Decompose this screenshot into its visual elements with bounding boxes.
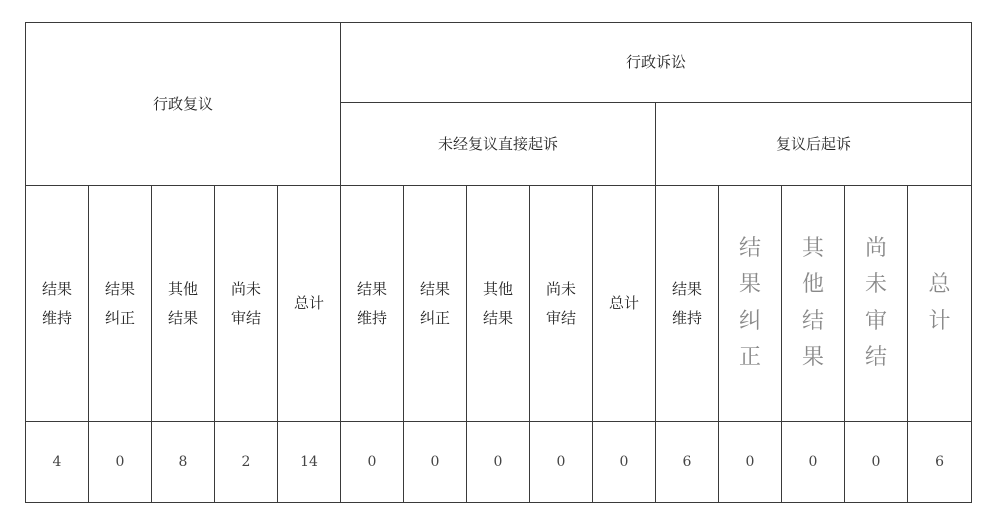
value-cell: 0 (593, 422, 656, 503)
value-cell: 0 (467, 422, 530, 503)
label-line: 总计 (608, 294, 639, 313)
statistics-table (25, 22, 972, 503)
col-label-direct-upheld (341, 186, 404, 422)
label-line: 其他 (482, 280, 513, 298)
header-direct-suit: 未经复议直接起诉 (341, 103, 656, 186)
col-label-admin-review-other (152, 186, 215, 422)
label-line: 纠正 (104, 308, 135, 327)
col-label-after-review-upheld (656, 186, 719, 422)
label-line: 结果 (671, 280, 702, 298)
label-line: 审结 (545, 308, 576, 327)
label-char: 尚 (864, 235, 887, 261)
label-line: 结果 (482, 308, 513, 327)
label-line: 尚未 (545, 280, 576, 298)
value-cell: 0 (530, 422, 593, 503)
col-label-admin-review-corrected (89, 186, 152, 422)
header-admin-review: 行政复议 (26, 23, 341, 186)
label-line: 尚未 (230, 280, 261, 298)
col-label-direct-total (593, 186, 656, 422)
col-label-admin-review-upheld (26, 186, 89, 422)
value-cell: 0 (782, 422, 845, 503)
value-cell: 0 (404, 422, 467, 503)
label-line: 结果 (41, 280, 72, 298)
label-line: 维持 (356, 308, 387, 327)
label-char: 纠 (738, 308, 761, 334)
label-char: 果 (738, 272, 761, 298)
label-line: 审结 (230, 308, 261, 327)
value-cell: 0 (341, 422, 404, 503)
value-cell: 8 (152, 422, 215, 503)
header-after-review-suit: 复议后起诉 (656, 103, 972, 186)
label-line: 其他 (167, 280, 198, 298)
col-label-after-review-pending (845, 186, 908, 422)
label-line: 维持 (671, 308, 702, 327)
col-label-admin-review-pending (215, 186, 278, 422)
value-cell: 14 (278, 422, 341, 503)
header-admin-litigation: 行政诉讼 (341, 23, 972, 103)
col-label-direct-other (467, 186, 530, 422)
col-label-after-review-corrected (719, 186, 782, 422)
header-row-top (26, 23, 972, 103)
label-char: 果 (801, 344, 824, 370)
value-cell: 2 (215, 422, 278, 503)
col-label-direct-pending (530, 186, 593, 422)
value-cell: 0 (719, 422, 782, 503)
label-char: 正 (738, 344, 761, 370)
value-cell: 6 (656, 422, 719, 503)
value-cell: 4 (26, 422, 89, 503)
column-label-row (26, 186, 972, 422)
value-cell: 0 (89, 422, 152, 503)
col-label-admin-review-total (278, 186, 341, 422)
values-row (26, 422, 972, 503)
label-line: 结果 (419, 280, 450, 298)
label-line: 纠正 (419, 308, 450, 327)
label-line: 结果 (104, 280, 135, 298)
label-char: 他 (801, 272, 824, 298)
label-char: 结 (801, 308, 824, 334)
label-line: 结果 (167, 308, 198, 327)
label-char: 未 (864, 272, 887, 298)
col-label-direct-corrected (404, 186, 467, 422)
label-char: 其 (801, 235, 824, 261)
label-line: 总计 (293, 294, 324, 313)
label-char: 结 (864, 344, 887, 370)
col-label-after-review-total (908, 186, 972, 422)
label-char: 计 (928, 308, 951, 334)
value-cell: 6 (908, 422, 972, 503)
label-line: 结果 (356, 280, 387, 298)
label-char: 审 (864, 308, 887, 334)
value-cell: 0 (845, 422, 908, 503)
label-char: 总 (928, 272, 951, 298)
label-char: 结 (738, 235, 761, 261)
label-line: 维持 (41, 308, 72, 327)
col-label-after-review-other (782, 186, 845, 422)
